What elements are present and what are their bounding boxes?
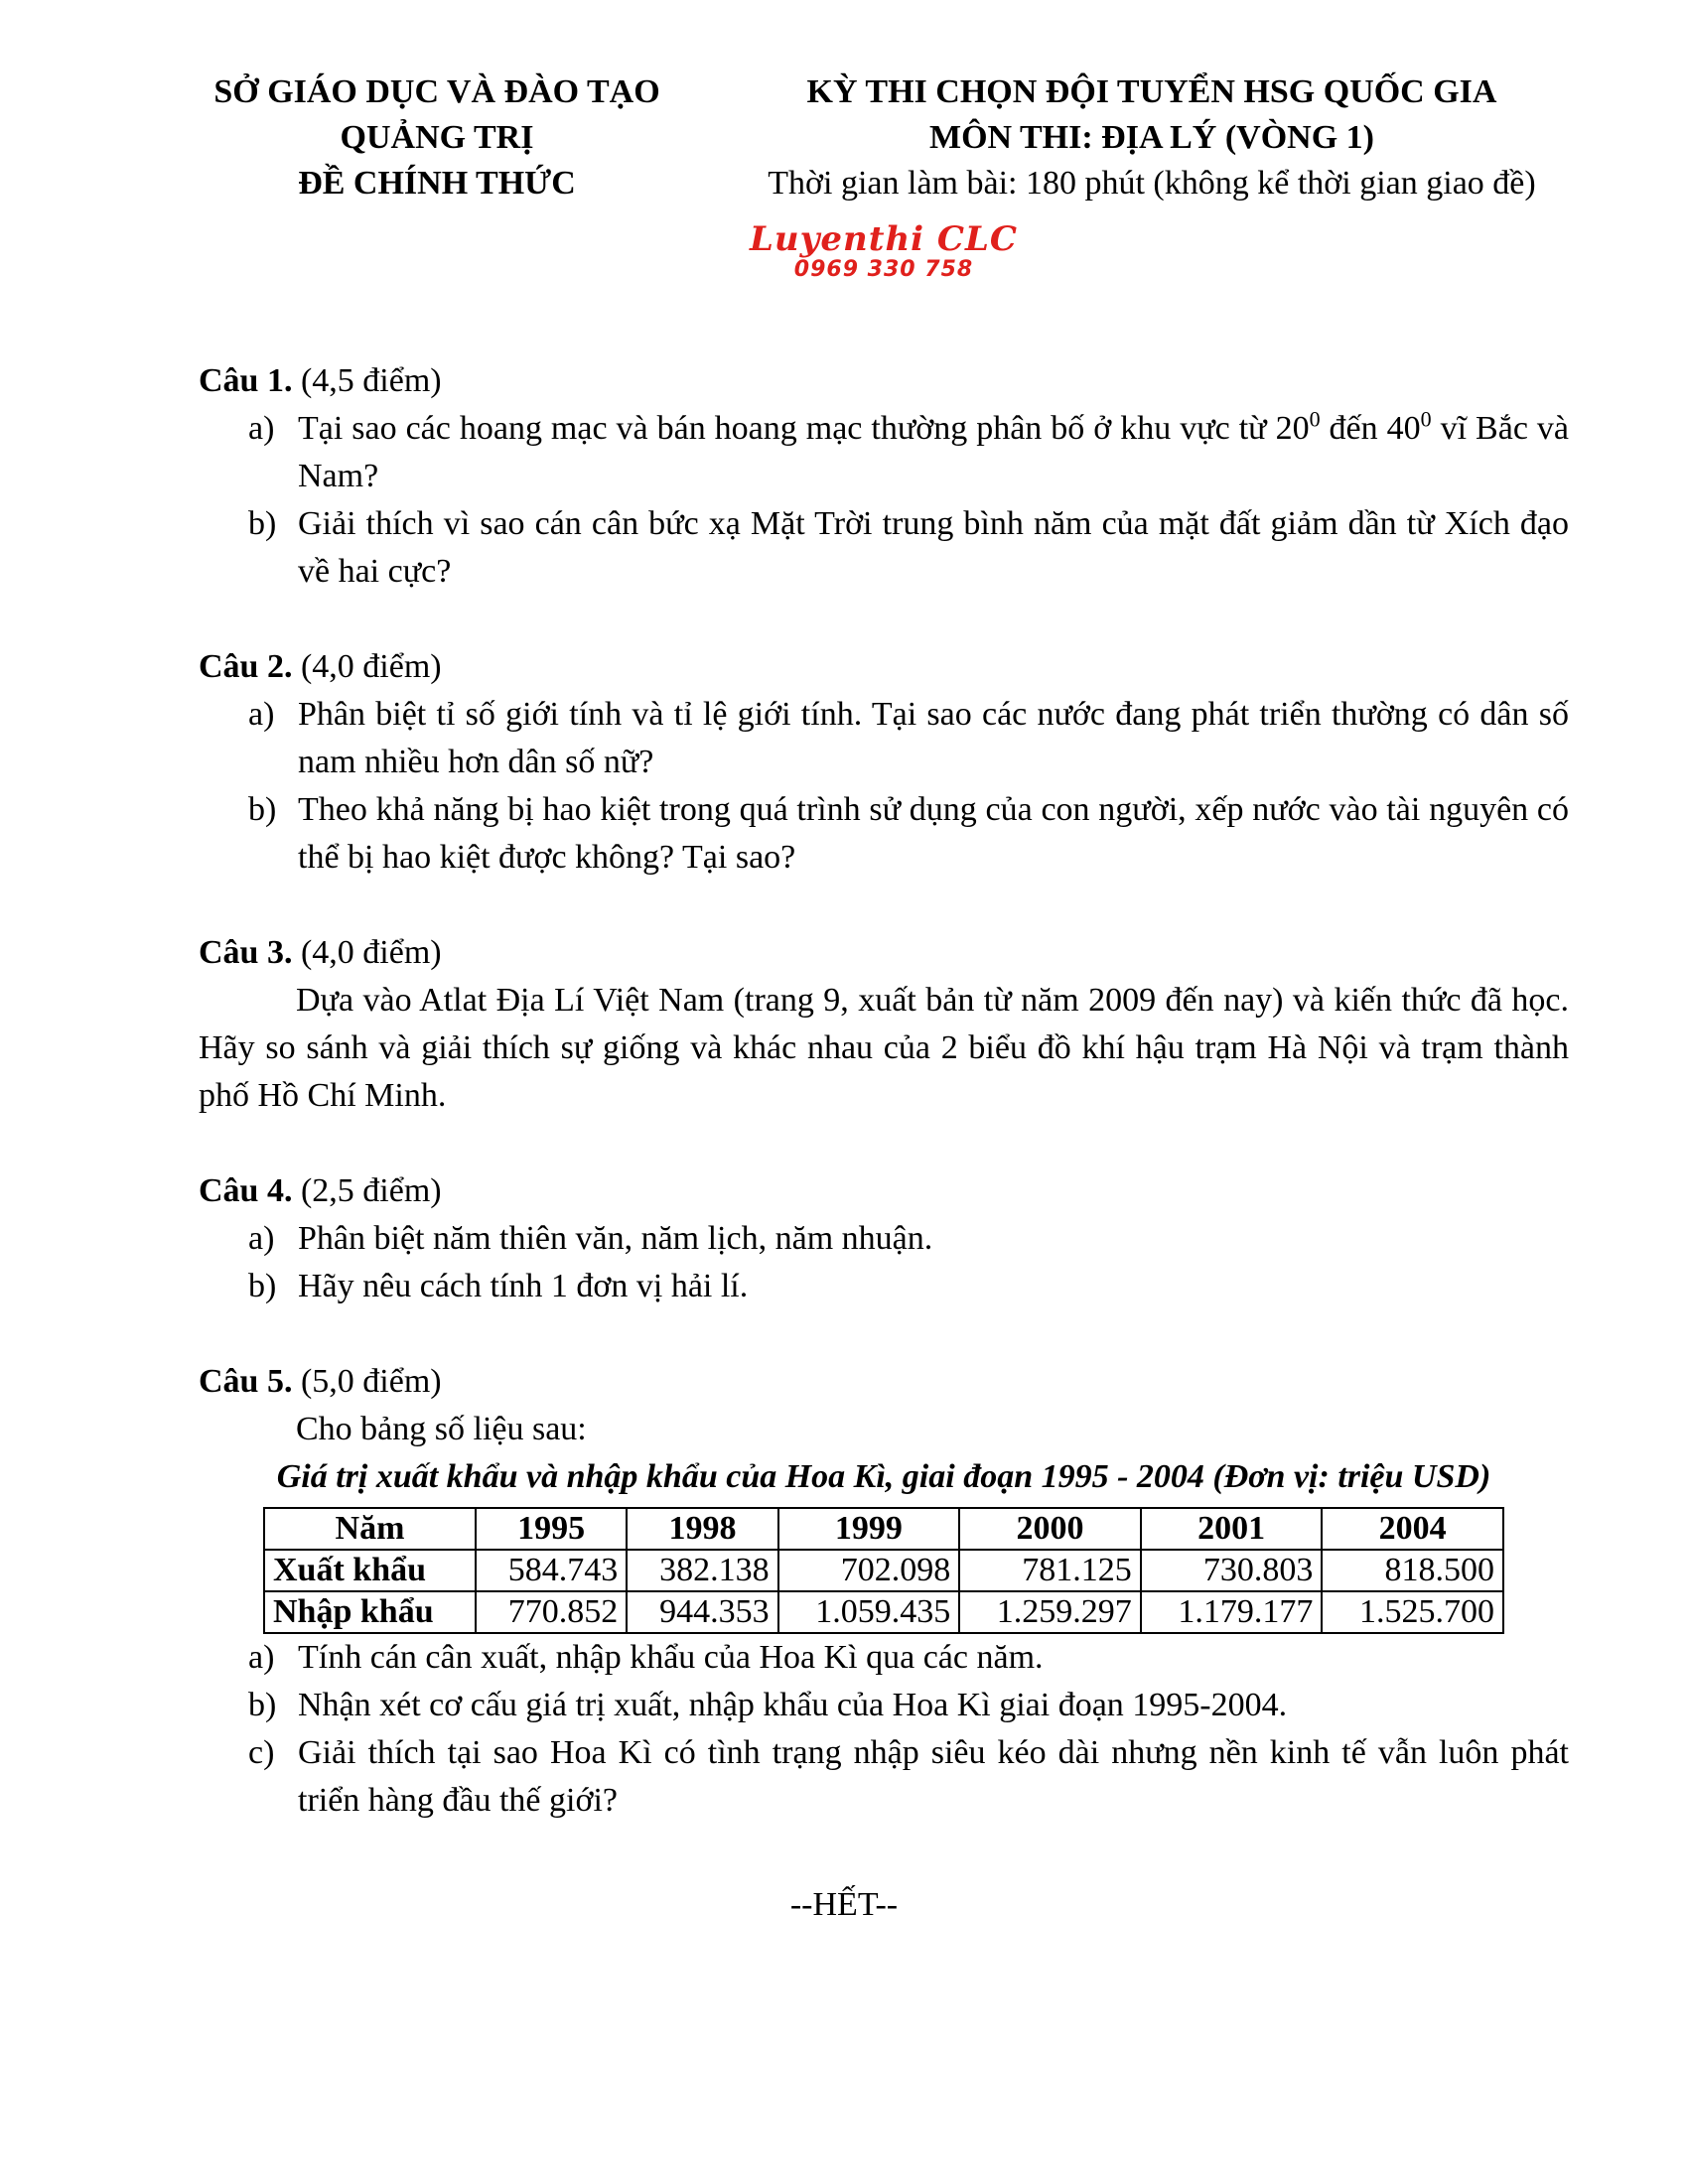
exam-time: Thời gian làm bài: 180 phút (không kể thời gian giao đề) [768, 165, 1536, 202]
question-points: (4,0 điểm) [300, 648, 442, 685]
question-label: Câu 5. [199, 1363, 293, 1400]
table-cell: 818.500 [1322, 1550, 1503, 1591]
question-5-part-b [199, 1682, 1569, 1729]
table-header-year: 2004 [1322, 1508, 1503, 1550]
question-points: (5,0 điểm) [300, 1363, 442, 1400]
department-name: SỞ GIÁO DỤC VÀ ĐÀO TẠO [213, 73, 660, 110]
table-cell: 944.353 [627, 1591, 777, 1633]
part-marker: b) [248, 1268, 277, 1304]
part-marker: a) [248, 1639, 275, 1676]
question-2 [199, 643, 1569, 882]
exam-title: KỲ THI CHỌN ĐỘI TUYỂN HSG QUỐC GIA [806, 73, 1497, 110]
question-5 [199, 1358, 1569, 1825]
question-5-title [199, 1358, 1569, 1406]
part-text: Hãy nêu cách tính 1 đơn vị hải lí. [298, 1268, 749, 1304]
table-cell: 1.179.177 [1141, 1591, 1323, 1633]
header-left [189, 69, 685, 206]
question-4 [199, 1167, 1569, 1310]
province-name: QUẢNG TRỊ [340, 119, 534, 156]
table-title: Giá trị xuất khẩu và nhập khẩu của Hoa Kì, giai đoạn 1995 - 2004 (Đơn vị: triệu USD) [276, 1458, 1491, 1495]
table-row-label: Xuất khẩu [264, 1550, 476, 1591]
part-marker: b) [248, 1687, 277, 1723]
part-marker: a) [248, 696, 275, 733]
question-points: (4,0 điểm) [300, 934, 442, 971]
question-3 [199, 929, 1569, 1120]
table-header-row [264, 1508, 1503, 1550]
question-1-title [199, 357, 1569, 405]
table-cell: 770.852 [476, 1591, 627, 1633]
table-cell: 1.259.297 [959, 1591, 1141, 1633]
part-text-3: vĩ Bắc và Nam? [298, 410, 1569, 494]
table-cell: 781.125 [959, 1550, 1141, 1591]
header-right [735, 69, 1569, 206]
part-marker: a) [248, 410, 275, 447]
part-text: Giải thích vì sao cán cân bức xạ Mặt Trời trung bình năm của mặt đất giảm dần từ Xích đạo về hai cực? [298, 505, 1569, 590]
data-table [263, 1507, 1504, 1634]
question-2-title [199, 643, 1569, 691]
exam-subject: MÔN THI: ĐỊA LÝ (VÒNG 1) [929, 119, 1374, 156]
question-3-title [199, 929, 1569, 977]
part-marker: b) [248, 505, 277, 542]
part-text: Phân biệt tỉ số giới tính và tỉ lệ giới tính. Tại sao các nước đang phát triển thường có dân số nam nhiều hơn dân số nữ? [298, 696, 1569, 780]
table-cell: 730.803 [1141, 1550, 1323, 1591]
part-text-2: đến 40 [1320, 410, 1421, 447]
question-5-part-a [199, 1634, 1569, 1682]
logo-brand: Luyenthi CLC [750, 219, 1018, 259]
table-cell: 382.138 [627, 1550, 777, 1591]
part-text-1: Tại sao các hoang mạc và bán hoang mạc thường phân bố ở khu vực từ 20 [298, 410, 1310, 447]
question-4-part-a [199, 1215, 1569, 1263]
question-label: Câu 3. [199, 934, 293, 971]
question-label: Câu 2. [199, 648, 293, 685]
part-marker: b) [248, 791, 277, 828]
watermark-logo [735, 220, 1033, 282]
question-3-text: Dựa vào Atlat Địa Lí Việt Nam (trang 9, xuất bản từ năm 2009 đến nay) và kiến thức đã học. Hãy so sánh và giải thích sự giống và khác nhau của 2 biểu đồ khí hậu trạm Hà Nội và trạm thành phố Hồ Chí Minh. [199, 982, 1569, 1114]
table-cell: 1.525.700 [1322, 1591, 1503, 1633]
degree-sup: 0 [1309, 406, 1321, 432]
question-points: (2,5 điểm) [300, 1172, 442, 1209]
table-header-label: Năm [264, 1508, 476, 1550]
question-1 [199, 357, 1569, 596]
question-4-title [199, 1167, 1569, 1215]
table-cell: 1.059.435 [778, 1591, 960, 1633]
question-1-part-a [199, 405, 1569, 500]
degree-sup: 0 [1420, 406, 1432, 432]
question-5-intro: Cho bảng số liệu sau: [296, 1411, 587, 1447]
table-header-year: 1995 [476, 1508, 627, 1550]
table-cell: 584.743 [476, 1550, 627, 1591]
question-points: (4,5 điểm) [300, 362, 442, 399]
question-2-part-b [199, 786, 1569, 882]
question-1-part-b [199, 500, 1569, 596]
question-4-part-b [199, 1263, 1569, 1310]
table-row-label: Nhập khẩu [264, 1591, 476, 1633]
part-text: Giải thích tại sao Hoa Kì có tình trạng nhập siêu kéo dài nhưng nền kinh tế vẫn luôn phát triển hàng đầu thế giới? [298, 1734, 1569, 1819]
table-header-year: 2000 [959, 1508, 1141, 1550]
part-marker: a) [248, 1220, 275, 1257]
table-header-year: 2001 [1141, 1508, 1323, 1550]
part-marker: c) [248, 1734, 275, 1771]
logo-phone: 0969 330 758 [793, 257, 974, 282]
table-row [264, 1591, 1503, 1633]
official-label: ĐỀ CHÍNH THỨC [298, 165, 576, 202]
exam-content [199, 357, 1569, 1872]
question-5-part-c [199, 1729, 1569, 1825]
part-text: Tính cán cân xuất, nhập khẩu của Hoa Kì qua các năm. [298, 1639, 1044, 1676]
question-label: Câu 1. [199, 362, 293, 399]
table-header-year: 1999 [778, 1508, 960, 1550]
part-text: Nhận xét cơ cấu giá trị xuất, nhập khẩu của Hoa Kì giai đoạn 1995-2004. [298, 1687, 1288, 1723]
end-marker: --HẾT-- [789, 1886, 899, 1923]
question-label: Câu 4. [199, 1172, 293, 1209]
part-text [298, 405, 1569, 500]
part-text: Theo khả năng bị hao kiệt trong quá trình sử dụng của con người, xếp nước vào tài nguyên có thể bị hao kiệt được không? Tại sao? [298, 791, 1569, 876]
table-row [264, 1550, 1503, 1591]
table-cell: 702.098 [778, 1550, 960, 1591]
table-header-year: 1998 [627, 1508, 777, 1550]
part-text: Phân biệt năm thiên văn, năm lịch, năm nhuận. [298, 1220, 933, 1257]
question-2-part-a [199, 691, 1569, 786]
